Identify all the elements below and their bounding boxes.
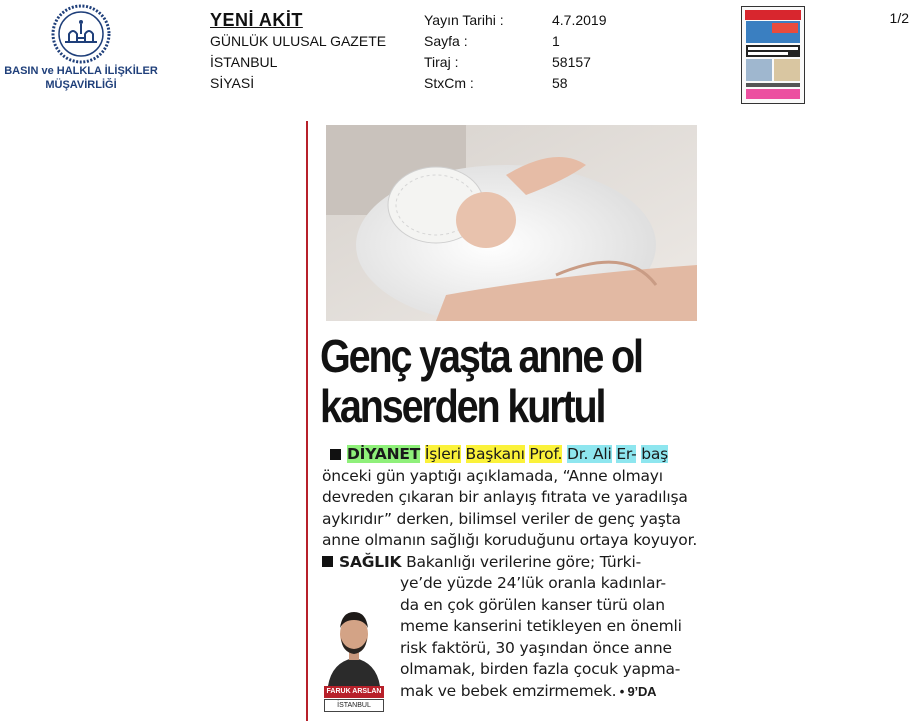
highlight-word: baş <box>641 445 669 463</box>
agency-name-line1: BASIN ve HALKLA İLİŞKİLER <box>4 65 158 77</box>
page-label: Sayfa : <box>424 33 468 49</box>
article-headline <box>320 331 647 431</box>
agency-name-line2: MÜŞAVİRLİĞİ <box>45 79 117 91</box>
headline-line-2: kanserden kurtul <box>320 380 605 432</box>
publication-info <box>210 10 386 94</box>
author-name: FARUK ARSLAN <box>324 686 384 698</box>
bullet-square-icon <box>330 449 341 460</box>
front-page-thumbnail[interactable] <box>741 6 805 104</box>
paragraph-2-line: da en çok görülen kanser türü olan <box>400 595 665 614</box>
circulation-value: 58157 <box>552 54 591 70</box>
article-clipping <box>306 121 702 721</box>
author-byline <box>324 600 384 717</box>
paragraph-2-line: mak ve bebek emzirmemek. <box>400 681 617 700</box>
keyword-diyanet: DİYANET <box>347 445 421 463</box>
stxcm-value: 58 <box>552 75 568 91</box>
page-indicator: 1/2 <box>889 10 909 26</box>
article-photo <box>326 125 697 321</box>
continued-reference: • 9’DA <box>616 683 657 699</box>
paragraph-2-line: ye’de yüzde 24’lük oranla kadınlar- <box>400 574 666 592</box>
paragraph-2 <box>322 552 700 574</box>
paragraph-2-line: meme kanserini tetikleyen en önemli <box>400 617 682 635</box>
highlight-word: Prof. <box>529 445 563 463</box>
page-value: 1 <box>552 33 560 49</box>
paragraph-1-text: önceki gün yaptığı açıklamada, “Anne olmayı devreden çıkaran bir anlayış fıtrata ve yaradılışa aykırıdır” derken, bilimsel veriler de genç yaşta anne olmanın sağlığı koruduğunu ortaya koyuyor. <box>322 466 698 549</box>
paragraph-2-line: olmamak, birden fazla çocuk yapma- <box>400 660 681 678</box>
publication-name: YENİ AKİT <box>210 10 303 30</box>
publication-type: GÜNLÜK ULUSAL GAZETE <box>210 33 387 49</box>
bullet-square-icon <box>322 556 333 567</box>
publication-city: İSTANBUL <box>210 54 278 70</box>
meta-labels <box>424 10 504 94</box>
newspaper-thumbnail-icon <box>742 7 804 103</box>
diyanet-emblem-icon <box>51 4 111 64</box>
headline-line-1: Genç yaşta anne ol <box>320 330 642 382</box>
author-photo <box>324 600 384 686</box>
highlight-word: İşleri <box>424 445 461 463</box>
paragraph-2-first: Bakanlığı verilerine göre; Türki- <box>401 552 641 571</box>
keyword-saglik: SAĞLIK <box>339 552 402 571</box>
highlight-word: Dr. Ali <box>567 445 612 463</box>
date-value: 4.7.2019 <box>552 12 607 28</box>
publication-category: SİYASİ <box>210 75 255 91</box>
stxcm-label: StxCm : <box>424 75 474 91</box>
author-city: İSTANBUL <box>324 699 384 712</box>
meta-values <box>552 10 607 94</box>
circulation-label: Tiraj : <box>424 54 459 70</box>
paragraph-1 <box>322 444 700 552</box>
agency-logo <box>0 4 162 92</box>
highlight-word: Er- <box>616 445 637 463</box>
date-label: Yayın Tarihi : <box>424 12 504 28</box>
highlight-word: Başkanı <box>465 445 525 463</box>
paragraph-2-line: risk faktörü, 30 yaşından önce anne <box>400 638 672 657</box>
